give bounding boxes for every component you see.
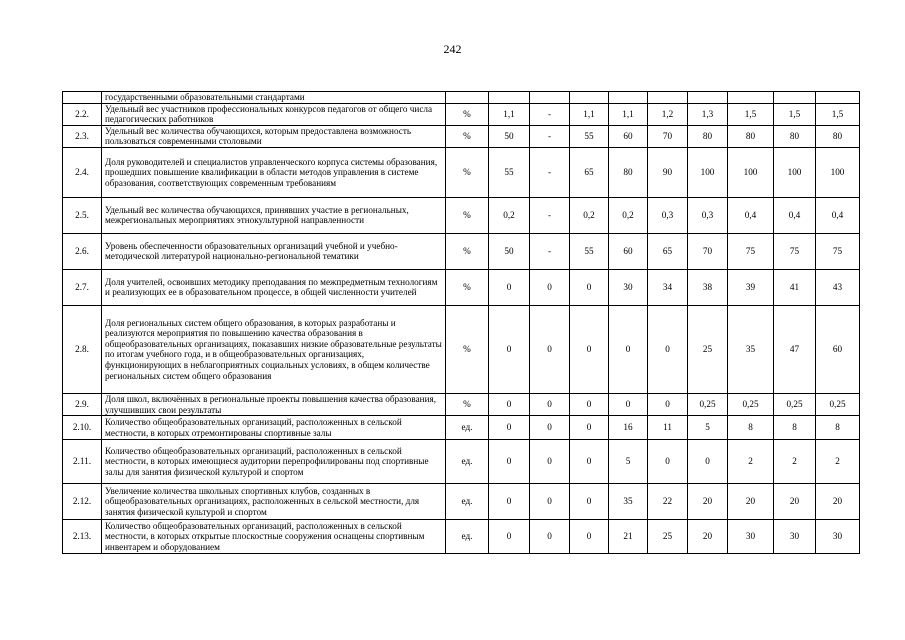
- row-value-cell: 0,25: [816, 393, 860, 415]
- row-value-cell: 100: [816, 147, 860, 197]
- row-value-cell: 21: [609, 520, 648, 554]
- table-row: [63, 416, 860, 440]
- row-description: Доля учителей, освоивших методику преподавания по межпредметным технологиям и реализующих ее в образовательном процессе, в общей численности учителей: [102, 269, 446, 305]
- row-value-cell: 0,2: [570, 197, 609, 233]
- table-row: [63, 269, 860, 305]
- row-value-cell: 70: [688, 233, 728, 269]
- table-row: [63, 233, 860, 269]
- row-value-cell: 0,3: [688, 197, 728, 233]
- table-row: [63, 440, 860, 484]
- row-value-cell: 80: [816, 125, 860, 147]
- row-description: Увеличение количества школьных спортивных клубов, созданных в общеобразовательных организациях, расположенных в сельской местности, для занятия физической культурой и спортом: [102, 484, 446, 520]
- row-number: 2.11.: [63, 440, 102, 484]
- row-value-cell: 0: [530, 305, 570, 393]
- row-number: 2.7.: [63, 269, 102, 305]
- row-value-cell: 100: [774, 147, 816, 197]
- row-number: 2.2.: [63, 103, 102, 125]
- row-unit: %: [446, 103, 489, 125]
- row-value-cell: 0: [648, 305, 688, 393]
- row-number: 2.6.: [63, 233, 102, 269]
- row-value-cell: 0: [530, 416, 570, 440]
- row-unit: %: [446, 393, 489, 415]
- row-number: 2.10.: [63, 416, 102, 440]
- row-unit: ед.: [446, 520, 489, 554]
- row-value-cell: 8: [816, 416, 860, 440]
- row-value-cell: 1,5: [774, 103, 816, 125]
- row-number: 2.8.: [63, 305, 102, 393]
- row-value-cell: 41: [774, 269, 816, 305]
- table-row: [63, 484, 860, 520]
- row-value-cell: 1,1: [570, 103, 609, 125]
- row-value-cell: 47: [774, 305, 816, 393]
- row-number: 2.12.: [63, 484, 102, 520]
- row-value-cell: 75: [728, 233, 774, 269]
- row-value-cell: 20: [774, 484, 816, 520]
- row-unit: ед.: [446, 416, 489, 440]
- row-value-cell: 80: [688, 125, 728, 147]
- row-value-cell: -: [530, 233, 570, 269]
- row-description: Количество общеобразовательных организаций, расположенных в сельской местности, в которых отремонтированы спортивные залы: [102, 416, 446, 440]
- page-number: 242: [443, 42, 462, 56]
- row-value-cell: 1,5: [728, 103, 774, 125]
- row-value-cell: 0: [570, 440, 609, 484]
- row-number: [63, 92, 102, 104]
- table-row: [63, 147, 860, 197]
- row-value-cell: 0: [648, 440, 688, 484]
- row-value-cell: 60: [609, 233, 648, 269]
- row-value-cell: 50: [489, 125, 530, 147]
- row-value-cell: 0: [530, 440, 570, 484]
- row-value-cell: 0: [570, 305, 609, 393]
- row-value-cell: 0,4: [816, 197, 860, 233]
- table-row: [63, 305, 860, 393]
- row-description: Доля руководителей и специалистов управленческого корпуса системы образования, прошедших повышение квалификации в области методов управления в системе образования, соответствующих современным требованиям: [102, 147, 446, 197]
- row-value-cell: [648, 92, 688, 104]
- row-value-cell: 55: [489, 147, 530, 197]
- row-value-cell: 8: [774, 416, 816, 440]
- row-value-cell: [609, 92, 648, 104]
- row-value-cell: 55: [570, 125, 609, 147]
- row-number: 2.5.: [63, 197, 102, 233]
- row-value-cell: 0: [570, 520, 609, 554]
- table-body: [63, 92, 860, 554]
- row-value-cell: 0,25: [688, 393, 728, 415]
- row-unit: ед.: [446, 440, 489, 484]
- row-value-cell: 5: [609, 440, 648, 484]
- row-value-cell: 0: [489, 520, 530, 554]
- row-value-cell: 0,4: [728, 197, 774, 233]
- row-value-cell: 2: [774, 440, 816, 484]
- row-value-cell: 20: [688, 520, 728, 554]
- row-value-cell: 1,5: [816, 103, 860, 125]
- row-value-cell: 0: [489, 484, 530, 520]
- row-value-cell: 2: [816, 440, 860, 484]
- row-number: 2.3.: [63, 125, 102, 147]
- row-value-cell: 35: [609, 484, 648, 520]
- row-number: 2.9.: [63, 393, 102, 415]
- row-value-cell: 5: [688, 416, 728, 440]
- row-description: Удельный вес участников профессиональных конкурсов педагогов от общего числа педагогических работников: [102, 103, 446, 125]
- row-value-cell: [570, 92, 609, 104]
- row-unit: ед.: [446, 484, 489, 520]
- row-value-cell: 11: [648, 416, 688, 440]
- row-value-cell: 0: [530, 393, 570, 415]
- row-value-cell: -: [530, 125, 570, 147]
- table-row: [63, 520, 860, 554]
- row-value-cell: 75: [816, 233, 860, 269]
- row-value-cell: [489, 92, 530, 104]
- row-unit: %: [446, 269, 489, 305]
- row-value-cell: 0: [489, 393, 530, 415]
- row-number: 2.13.: [63, 520, 102, 554]
- row-value-cell: 8: [728, 416, 774, 440]
- row-value-cell: 0: [530, 269, 570, 305]
- table-row: [63, 125, 860, 147]
- row-value-cell: 30: [816, 520, 860, 554]
- row-description: Удельный вес количества обучающихся, которым предоставлена возможность пользоваться современными столовыми: [102, 125, 446, 147]
- row-value-cell: 80: [609, 147, 648, 197]
- row-value-cell: 0,2: [609, 197, 648, 233]
- row-value-cell: 0: [489, 269, 530, 305]
- row-value-cell: -: [530, 103, 570, 125]
- row-unit: %: [446, 147, 489, 197]
- row-value-cell: 0: [530, 520, 570, 554]
- row-value-cell: [728, 92, 774, 104]
- row-value-cell: [774, 92, 816, 104]
- row-value-cell: 34: [648, 269, 688, 305]
- row-value-cell: 1,3: [688, 103, 728, 125]
- row-value-cell: 50: [489, 233, 530, 269]
- row-value-cell: 2: [728, 440, 774, 484]
- row-number: 2.4.: [63, 147, 102, 197]
- row-value-cell: -: [530, 147, 570, 197]
- row-value-cell: 80: [774, 125, 816, 147]
- row-value-cell: 75: [774, 233, 816, 269]
- row-value-cell: 55: [570, 233, 609, 269]
- row-value-cell: 100: [728, 147, 774, 197]
- row-value-cell: 20: [816, 484, 860, 520]
- row-value-cell: 0: [570, 393, 609, 415]
- row-value-cell: 60: [609, 125, 648, 147]
- table-row: [63, 393, 860, 415]
- row-description: Доля региональных систем общего образования, в которых разработаны и реализуются мероприятия по повышению качества образования в общеобразовательных организациях, показавших низкие образовательные результаты по итогам учебного года, и в общеобразовательных организациях, функционирующих в неблагоприятных социальных условиях, в общем количестве региональных систем общего образования: [102, 305, 446, 393]
- row-unit: [446, 92, 489, 104]
- row-value-cell: 20: [688, 484, 728, 520]
- row-value-cell: 65: [570, 147, 609, 197]
- row-description: Количество общеобразовательных организаций, расположенных в сельской местности, в которых имеющиеся аудитории перепрофилированы под спортивные залы для занятия физической культурой и спортом: [102, 440, 446, 484]
- row-value-cell: 25: [688, 305, 728, 393]
- row-value-cell: 0,2: [489, 197, 530, 233]
- row-value-cell: 1,1: [489, 103, 530, 125]
- row-value-cell: 65: [648, 233, 688, 269]
- row-value-cell: 39: [728, 269, 774, 305]
- row-description: государственными образовательными стандартами: [102, 92, 446, 104]
- row-value-cell: 30: [774, 520, 816, 554]
- row-value-cell: 43: [816, 269, 860, 305]
- row-value-cell: [816, 92, 860, 104]
- row-value-cell: 0,25: [728, 393, 774, 415]
- row-value-cell: 60: [816, 305, 860, 393]
- row-value-cell: 0: [688, 440, 728, 484]
- row-unit: %: [446, 233, 489, 269]
- row-value-cell: 1,2: [648, 103, 688, 125]
- row-value-cell: 25: [648, 520, 688, 554]
- row-value-cell: 35: [728, 305, 774, 393]
- row-unit: %: [446, 305, 489, 393]
- row-value-cell: 0,25: [774, 393, 816, 415]
- row-value-cell: 0,3: [648, 197, 688, 233]
- row-value-cell: 0: [530, 484, 570, 520]
- row-value-cell: 1,1: [609, 103, 648, 125]
- table-row: [63, 103, 860, 125]
- row-value-cell: 0: [489, 416, 530, 440]
- table-row: [63, 92, 860, 104]
- indicators-table: [62, 91, 860, 554]
- row-description: Доля школ, включённых в региональные проекты повышения качества образования, улучшивших свои результаты: [102, 393, 446, 415]
- row-value-cell: 0: [648, 393, 688, 415]
- row-value-cell: [688, 92, 728, 104]
- row-value-cell: 30: [609, 269, 648, 305]
- row-value-cell: 16: [609, 416, 648, 440]
- row-value-cell: 0: [570, 269, 609, 305]
- row-value-cell: 0: [489, 440, 530, 484]
- row-unit: %: [446, 197, 489, 233]
- row-value-cell: 0: [570, 416, 609, 440]
- row-value-cell: 70: [648, 125, 688, 147]
- row-value-cell: 30: [728, 520, 774, 554]
- row-description: Удельный вес количества обучающихся, принявших участие в региональных, межрегиональных мероприятиях этнокультурной направленности: [102, 197, 446, 233]
- row-value-cell: 90: [648, 147, 688, 197]
- row-description: Уровень обеспеченности образовательных организаций учебной и учебно-методической литературой национально-региональной тематики: [102, 233, 446, 269]
- row-value-cell: 38: [688, 269, 728, 305]
- row-value-cell: 20: [728, 484, 774, 520]
- row-value-cell: -: [530, 197, 570, 233]
- row-value-cell: 0: [570, 484, 609, 520]
- row-value-cell: 0,4: [774, 197, 816, 233]
- row-value-cell: 0: [609, 305, 648, 393]
- row-value-cell: [530, 92, 570, 104]
- row-value-cell: 22: [648, 484, 688, 520]
- row-value-cell: 80: [728, 125, 774, 147]
- table-row: [63, 197, 860, 233]
- row-value-cell: 0: [609, 393, 648, 415]
- row-value-cell: 0: [489, 305, 530, 393]
- row-value-cell: 100: [688, 147, 728, 197]
- row-description: Количество общеобразовательных организаций, расположенных в сельской местности, в которых открытые плоскостные сооружения оснащены спортивным инвентарем и оборудованием: [102, 520, 446, 554]
- row-unit: %: [446, 125, 489, 147]
